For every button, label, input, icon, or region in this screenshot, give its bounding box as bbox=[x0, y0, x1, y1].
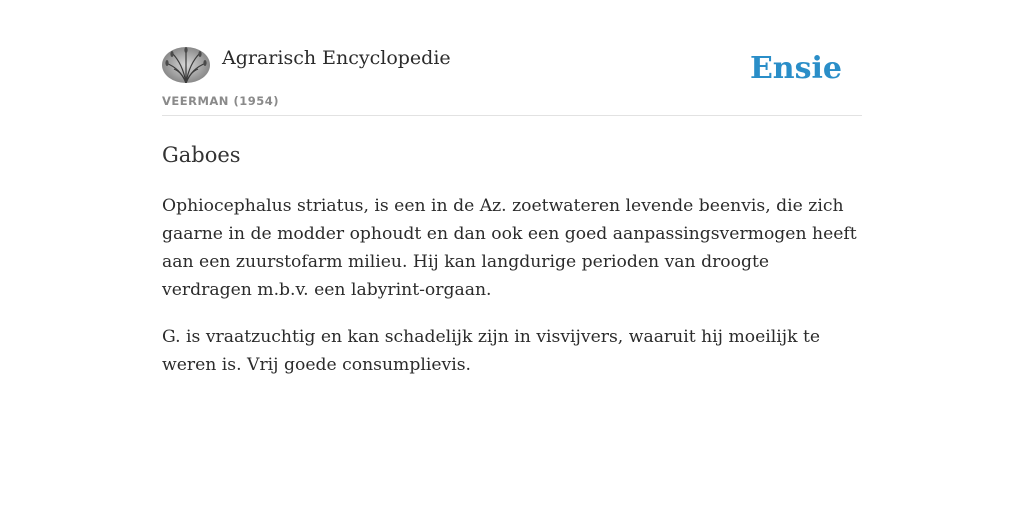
entry-title: Gaboes bbox=[162, 143, 241, 167]
content-container bbox=[162, 0, 862, 375]
brand-logo[interactable]: Ensie bbox=[749, 51, 842, 86]
plant-illustration-icon bbox=[162, 47, 210, 83]
entry-paragraph: Ophiocephalus striatus, is een in de Az. zoetwateren levende beenvis, die zich gaarne in de modder ophoudt en dan ook een goed aanpassingsvermogen heeft aan een zuurstofarm milieu. Hij kan langdurige perioden van droogte verdragen m.b.v. een labyrint-orgaan. bbox=[162, 196, 857, 300]
entry-paragraph: G. is vraatzuchtig en kan schadelijk zijn in visvijvers, waaruit hij moeilijk te weren is. Vrij goede consumplievis. bbox=[162, 327, 821, 375]
entry-body bbox=[162, 192, 862, 398]
book-cover-thumbnail-icon[interactable] bbox=[162, 47, 210, 83]
book-author: VEERMAN (1954) bbox=[162, 94, 279, 108]
book-title[interactable]: Agrarisch Encyclopedie bbox=[222, 47, 451, 69]
source-header bbox=[162, 0, 862, 116]
